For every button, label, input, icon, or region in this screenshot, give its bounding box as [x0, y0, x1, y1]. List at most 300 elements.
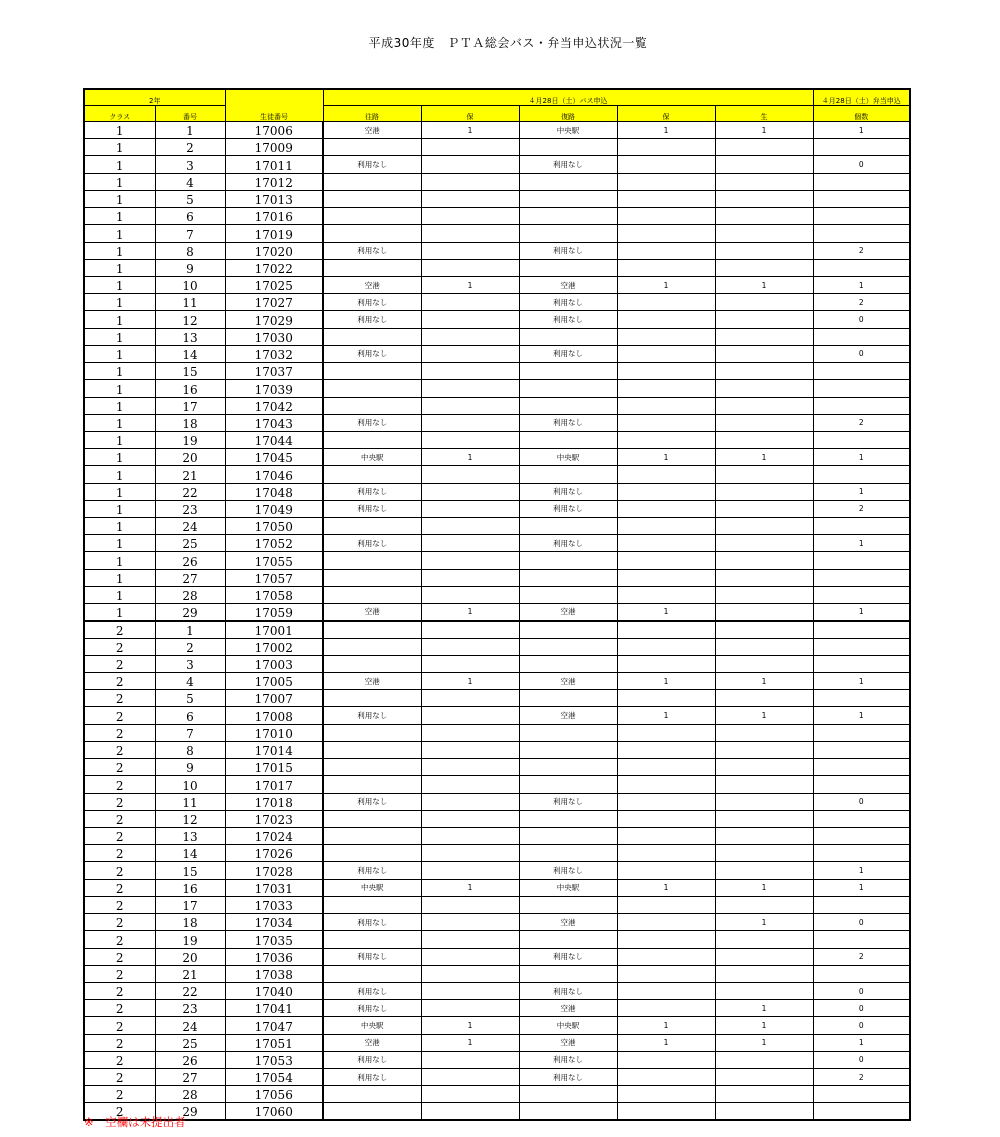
outbound-cell: 利用なし [323, 793, 421, 810]
return-guardian-cell [617, 1103, 715, 1120]
number-cell: 1 [155, 122, 225, 139]
outbound-cell: 空港 [323, 604, 421, 621]
number-cell: 6 [155, 707, 225, 724]
class-cell: 2 [84, 810, 155, 827]
return-student-cell [715, 397, 813, 414]
number-cell: 15 [155, 862, 225, 879]
outbound-cell [323, 518, 421, 535]
return-cell [519, 724, 617, 741]
outbound-guardian-cell: 1 [421, 1034, 519, 1051]
blank-means-not-submitted-note: ※ 空欄は未提出者 [84, 1115, 186, 1129]
outbound-cell [323, 776, 421, 793]
student-id-cell: 17002 [225, 638, 323, 655]
lunch-count-cell: 0 [813, 1017, 910, 1034]
table-row [84, 776, 910, 793]
number-cell: 20 [155, 948, 225, 965]
class-cell: 1 [84, 122, 155, 139]
student-id-cell: 17043 [225, 414, 323, 431]
class-cell: 2 [84, 793, 155, 810]
lunch-application-header: ４月28日（土）弁当申込 [813, 89, 910, 106]
return-guardian-cell: 1 [617, 673, 715, 690]
table-row [84, 259, 910, 276]
return-student-cell: 1 [715, 1034, 813, 1051]
return-cell [519, 431, 617, 448]
lunch-count-cell [813, 621, 910, 638]
outbound-guardian-cell [421, 759, 519, 776]
return-cell: 利用なし [519, 156, 617, 173]
return-student-cell [715, 552, 813, 569]
return-student-cell [715, 965, 813, 982]
class-cell: 1 [84, 259, 155, 276]
return-guardian-cell [617, 518, 715, 535]
number-cell: 23 [155, 1000, 225, 1017]
student-id-cell: 17039 [225, 380, 323, 397]
return-guardian-cell [617, 896, 715, 913]
return-guardian-cell [617, 1069, 715, 1086]
return-guardian-cell: 1 [617, 1017, 715, 1034]
outbound-guardian-cell [421, 810, 519, 827]
lunch-count-cell [813, 173, 910, 190]
outbound-guardian-cell [421, 948, 519, 965]
outbound-cell [323, 173, 421, 190]
student-id-header: 生徒番号 [225, 89, 323, 122]
lunch-count-cell: 0 [813, 345, 910, 362]
number-cell: 10 [155, 276, 225, 293]
table-row [84, 449, 910, 466]
return-guardian-cell [617, 621, 715, 638]
return-student-cell [715, 948, 813, 965]
class-cell: 2 [84, 845, 155, 862]
class-cell: 2 [84, 707, 155, 724]
lunch-count-cell [813, 845, 910, 862]
return-student-cell [715, 139, 813, 156]
student-id-cell: 17038 [225, 965, 323, 982]
lunch-count-cell [813, 690, 910, 707]
table-row [84, 294, 910, 311]
return-student-cell: 1 [715, 1017, 813, 1034]
return-guardian-cell [617, 793, 715, 810]
return-student-cell [715, 1051, 813, 1068]
outbound-guardian-cell [421, 208, 519, 225]
outbound-cell [323, 621, 421, 638]
number-cell: 7 [155, 724, 225, 741]
lunch-count-cell: 2 [813, 294, 910, 311]
outbound-cell [323, 1086, 421, 1103]
outbound-guardian-cell [421, 827, 519, 844]
number-cell: 19 [155, 431, 225, 448]
return-student-cell [715, 345, 813, 362]
outbound-guardian-cell [421, 328, 519, 345]
number-cell: 26 [155, 1051, 225, 1068]
return-guardian-cell: 1 [617, 1034, 715, 1051]
return-guardian-cell [617, 724, 715, 741]
outbound-cell [323, 569, 421, 586]
table-row [84, 724, 910, 741]
class-cell: 1 [84, 604, 155, 621]
student-id-cell: 17032 [225, 345, 323, 362]
student-id-cell: 17036 [225, 948, 323, 965]
outbound-cell [323, 225, 421, 242]
return-student-cell [715, 190, 813, 207]
outbound-guardian-cell [421, 535, 519, 552]
return-guardian-cell [617, 690, 715, 707]
return-cell: 中央駅 [519, 1017, 617, 1034]
return-student-cell [715, 500, 813, 517]
return-cell [519, 328, 617, 345]
student-id-cell: 17018 [225, 793, 323, 810]
outbound-guardian-cell [421, 190, 519, 207]
class-cell: 1 [84, 242, 155, 259]
page-title: 平成30年度 ＰＴＡ総会バス・弁当申込状況一覧 [368, 36, 648, 50]
return-cell [519, 690, 617, 707]
outbound-guardian-cell [421, 690, 519, 707]
table-row [84, 741, 910, 758]
return-student-cell [715, 1069, 813, 1086]
outbound-guardian-cell [421, 294, 519, 311]
return-student-cell [715, 294, 813, 311]
student-id-cell: 17005 [225, 673, 323, 690]
return-guardian-cell [617, 569, 715, 586]
outbound-guardian-cell [421, 638, 519, 655]
number-cell: 17 [155, 896, 225, 913]
return-cell: 利用なし [519, 483, 617, 500]
outbound-guardian-cell [421, 655, 519, 672]
student-id-cell: 17045 [225, 449, 323, 466]
outbound-guardian-cell [421, 724, 519, 741]
outbound-cell [323, 139, 421, 156]
lunch-count-cell [813, 724, 910, 741]
class-cell: 2 [84, 724, 155, 741]
outbound-cell: 利用なし [323, 862, 421, 879]
lunch-count-cell [813, 896, 910, 913]
table-row [84, 862, 910, 879]
outbound-guardian-cell [421, 345, 519, 362]
lunch-count-cell: 0 [813, 793, 910, 810]
return-student-cell [715, 982, 813, 999]
student-id-cell: 17007 [225, 690, 323, 707]
outbound-guardian-cell [421, 621, 519, 638]
outbound-cell [323, 466, 421, 483]
return-guardian-header: 保 [617, 106, 715, 122]
class-cell: 2 [84, 1000, 155, 1017]
student-id-cell: 17024 [225, 827, 323, 844]
outbound-guardian-cell [421, 363, 519, 380]
class-cell: 1 [84, 190, 155, 207]
number-cell: 19 [155, 931, 225, 948]
lunch-count-cell: 1 [813, 707, 910, 724]
lunch-count-cell [813, 1103, 910, 1120]
number-cell: 10 [155, 776, 225, 793]
class-cell: 2 [84, 1103, 155, 1120]
return-student-header: 生 [715, 106, 813, 122]
return-guardian-cell [617, 862, 715, 879]
number-cell: 23 [155, 500, 225, 517]
outbound-guardian-cell: 1 [421, 673, 519, 690]
number-cell: 22 [155, 483, 225, 500]
class-cell: 1 [84, 586, 155, 603]
lunch-count-cell [813, 139, 910, 156]
lunch-count-cell [813, 552, 910, 569]
return-cell [519, 397, 617, 414]
return-student-cell: 1 [715, 449, 813, 466]
outbound-guardian-cell [421, 552, 519, 569]
outbound-cell: 利用なし [323, 156, 421, 173]
table-row [84, 655, 910, 672]
table-row [84, 156, 910, 173]
lunch-count-cell: 1 [813, 862, 910, 879]
table-row [84, 793, 910, 810]
lunch-count-cell: 0 [813, 311, 910, 328]
number-cell: 12 [155, 311, 225, 328]
table-row [84, 518, 910, 535]
outbound-guardian-cell [421, 397, 519, 414]
return-guardian-cell [617, 535, 715, 552]
number-cell: 18 [155, 414, 225, 431]
student-id-cell: 17028 [225, 862, 323, 879]
class-cell: 1 [84, 156, 155, 173]
outbound-guardian-cell [421, 896, 519, 913]
return-cell [519, 518, 617, 535]
student-id-cell: 17057 [225, 569, 323, 586]
class-cell: 1 [84, 173, 155, 190]
class-cell: 2 [84, 776, 155, 793]
class-cell: 1 [84, 139, 155, 156]
outbound-guardian-cell [421, 569, 519, 586]
lunch-count-cell: 1 [813, 604, 910, 621]
lunch-count-cell: 1 [813, 535, 910, 552]
number-cell: 1 [155, 621, 225, 638]
student-id-cell: 17020 [225, 242, 323, 259]
outbound-cell [323, 586, 421, 603]
student-id-cell: 17048 [225, 483, 323, 500]
return-guardian-cell [617, 759, 715, 776]
number-cell: 20 [155, 449, 225, 466]
return-student-cell [715, 741, 813, 758]
table-row [84, 1051, 910, 1068]
class-cell: 1 [84, 276, 155, 293]
return-guardian-cell [617, 586, 715, 603]
number-cell: 13 [155, 827, 225, 844]
table-row [84, 638, 910, 655]
number-cell: 21 [155, 466, 225, 483]
return-student-cell [715, 518, 813, 535]
lunch-count-cell [813, 190, 910, 207]
number-cell: 14 [155, 845, 225, 862]
lunch-count-cell [813, 518, 910, 535]
outbound-cell: 利用なし [323, 707, 421, 724]
student-id-cell: 17015 [225, 759, 323, 776]
return-student-cell [715, 1086, 813, 1103]
outbound-cell [323, 655, 421, 672]
outbound-guardian-cell: 1 [421, 449, 519, 466]
number-cell: 11 [155, 294, 225, 311]
outbound-cell: 利用なし [323, 1069, 421, 1086]
student-id-cell: 17046 [225, 466, 323, 483]
table-row [84, 414, 910, 431]
outbound-guardian-cell [421, 586, 519, 603]
student-id-cell: 17042 [225, 397, 323, 414]
student-id-cell: 17033 [225, 896, 323, 913]
return-student-cell [715, 414, 813, 431]
number-cell: 2 [155, 139, 225, 156]
return-student-cell [715, 380, 813, 397]
return-guardian-cell: 1 [617, 276, 715, 293]
outbound-cell [323, 380, 421, 397]
student-id-cell: 17031 [225, 879, 323, 896]
number-cell: 8 [155, 242, 225, 259]
return-cell: 空港 [519, 707, 617, 724]
table-row [84, 1103, 910, 1120]
class-cell: 2 [84, 879, 155, 896]
outbound-guardian-cell [421, 311, 519, 328]
number-cell: 8 [155, 741, 225, 758]
table-row [84, 965, 910, 982]
outbound-guardian-cell [421, 776, 519, 793]
outbound-header: 往路 [323, 106, 421, 122]
outbound-cell [323, 827, 421, 844]
class-cell: 1 [84, 569, 155, 586]
outbound-cell [323, 259, 421, 276]
number-cell: 9 [155, 759, 225, 776]
lunch-count-header: 個数 [813, 106, 910, 122]
return-cell [519, 931, 617, 948]
lunch-count-cell [813, 810, 910, 827]
lunch-count-cell: 0 [813, 982, 910, 999]
student-id-cell: 17034 [225, 914, 323, 931]
return-student-cell [715, 225, 813, 242]
return-student-cell: 1 [715, 673, 813, 690]
outbound-guardian-cell [421, 139, 519, 156]
outbound-cell: 中央駅 [323, 1017, 421, 1034]
lunch-count-cell: 0 [813, 156, 910, 173]
class-header: クラス [84, 106, 155, 122]
return-cell: 利用なし [519, 500, 617, 517]
return-student-cell [715, 690, 813, 707]
outbound-guardian-cell: 1 [421, 1017, 519, 1034]
outbound-guardian-cell [421, 173, 519, 190]
outbound-cell [323, 431, 421, 448]
application-status-table [83, 88, 911, 1121]
return-cell [519, 810, 617, 827]
outbound-cell: 利用なし [323, 311, 421, 328]
class-cell: 2 [84, 673, 155, 690]
return-cell [519, 552, 617, 569]
return-student-cell [715, 173, 813, 190]
outbound-guardian-header: 保 [421, 106, 519, 122]
return-student-cell [715, 759, 813, 776]
lunch-count-cell [813, 569, 910, 586]
return-student-cell [715, 862, 813, 879]
class-cell: 2 [84, 759, 155, 776]
student-id-cell: 17023 [225, 810, 323, 827]
outbound-cell [323, 552, 421, 569]
outbound-cell [323, 965, 421, 982]
number-cell: 6 [155, 208, 225, 225]
outbound-cell: 利用なし [323, 294, 421, 311]
return-student-cell [715, 604, 813, 621]
table-row [84, 827, 910, 844]
return-student-cell [715, 845, 813, 862]
student-id-cell: 17009 [225, 139, 323, 156]
student-id-cell: 17027 [225, 294, 323, 311]
class-cell: 1 [84, 294, 155, 311]
student-id-cell: 17052 [225, 535, 323, 552]
outbound-guardian-cell [421, 862, 519, 879]
return-cell: 利用なし [519, 294, 617, 311]
table-row [84, 1069, 910, 1086]
class-cell: 1 [84, 466, 155, 483]
outbound-guardian-cell [421, 466, 519, 483]
table-row [84, 345, 910, 362]
return-guardian-cell [617, 741, 715, 758]
table-row [84, 604, 910, 621]
return-guardian-cell [617, 982, 715, 999]
return-header: 復路 [519, 106, 617, 122]
student-id-cell: 17054 [225, 1069, 323, 1086]
table-row [84, 122, 910, 139]
number-cell: 28 [155, 586, 225, 603]
return-guardian-cell [617, 1051, 715, 1068]
table-row [84, 535, 910, 552]
number-cell: 14 [155, 345, 225, 362]
return-cell: 利用なし [519, 242, 617, 259]
table-row [84, 1017, 910, 1034]
lunch-count-cell: 1 [813, 449, 910, 466]
return-cell: 利用なし [519, 1069, 617, 1086]
return-guardian-cell [617, 208, 715, 225]
return-guardian-cell [617, 655, 715, 672]
student-id-cell: 17026 [225, 845, 323, 862]
return-cell [519, 139, 617, 156]
outbound-cell: 利用なし [323, 914, 421, 931]
class-cell: 1 [84, 345, 155, 362]
outbound-guardian-cell: 1 [421, 122, 519, 139]
class-cell: 2 [84, 638, 155, 655]
return-guardian-cell [617, 431, 715, 448]
lunch-count-cell [813, 328, 910, 345]
return-student-cell [715, 431, 813, 448]
class-cell: 1 [84, 431, 155, 448]
outbound-guardian-cell [421, 1000, 519, 1017]
return-guardian-cell [617, 311, 715, 328]
return-guardian-cell: 1 [617, 604, 715, 621]
table-row [84, 896, 910, 913]
class-cell: 1 [84, 363, 155, 380]
class-cell: 1 [84, 518, 155, 535]
lunch-count-cell [813, 380, 910, 397]
grade-header: 2年 [84, 89, 225, 106]
class-cell: 1 [84, 552, 155, 569]
return-guardian-cell [617, 466, 715, 483]
outbound-cell: 利用なし [323, 414, 421, 431]
lunch-count-cell [813, 827, 910, 844]
return-cell [519, 1086, 617, 1103]
lunch-count-cell: 1 [813, 1034, 910, 1051]
class-cell: 2 [84, 931, 155, 948]
table-body [84, 122, 910, 1121]
number-cell: 12 [155, 810, 225, 827]
return-cell [519, 173, 617, 190]
class-cell: 2 [84, 1017, 155, 1034]
student-id-cell: 17047 [225, 1017, 323, 1034]
return-student-cell [715, 638, 813, 655]
outbound-cell [323, 810, 421, 827]
student-id-cell: 17060 [225, 1103, 323, 1120]
number-cell: 13 [155, 328, 225, 345]
return-guardian-cell: 1 [617, 879, 715, 896]
number-cell: 18 [155, 914, 225, 931]
student-id-cell: 17058 [225, 586, 323, 603]
